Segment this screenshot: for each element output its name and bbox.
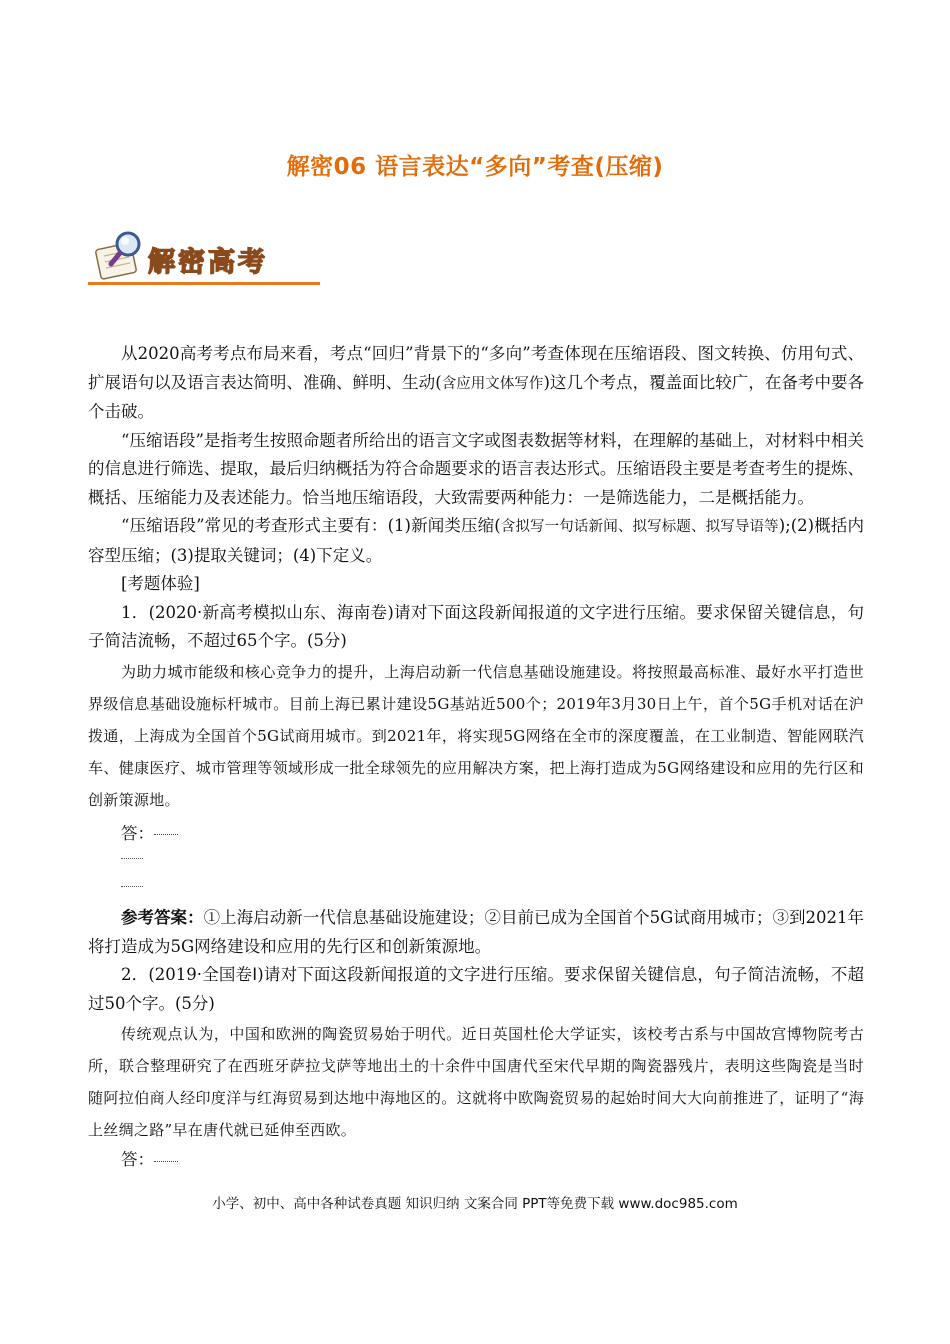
- intro-p1-note: 含应用文体写作: [441, 375, 544, 392]
- intro-p1-tail: )这几个考点，覆盖面比较广，在备考中要各个击破。: [88, 372, 865, 421]
- intro-paragraph-2: “压缩语段”是指考生按照命题者所给出的语言文字或图表数据等材料，在理解的基础上，对材料中相关的信息进行筛选、提取，最后归纳概括为符合命题要求的语言表达形式。压缩语段主要是考查考生的提炼、概括、压缩能力及表述能力。恰当地压缩语段，大致需要两种能力：一是筛选能力，二是概括能力。: [88, 430, 864, 507]
- q2-answer-label: 答：: [121, 1150, 154, 1169]
- page-title: 解密06 语言表达“多向”考查(压缩): [286, 154, 664, 180]
- page-footer: 小学、初中、高中各种试卷真题 知识归纳 文案合同 PPT等免费下载 www.doc985.com: [212, 1196, 738, 1212]
- intro-paragraph-1: [88, 340, 864, 427]
- main-content: [88, 340, 864, 1175]
- question-1-stem: [88, 599, 864, 656]
- q1-prefix: 1．(2020·: [121, 602, 203, 622]
- section-banner: [88, 228, 323, 288]
- intro-p1-text: 从2020高考考点布局来看，考点“回归”背景下的“多向”考查体现在压缩语段、图文转换、仿用句式、扩展语句以及语言表达简明、准确、鲜明、生动(: [88, 344, 864, 392]
- answer-blank[interactable]: [154, 833, 178, 835]
- question-2-stem: [88, 961, 864, 1018]
- answer-blank[interactable]: [154, 1160, 178, 1162]
- magnifier-notebook-icon: [94, 228, 152, 282]
- question-1-reference-answer: [88, 904, 864, 961]
- q1-stem-text: )请对下面这段新闻报道的文字进行压缩。要求保留关键信息，句子简洁流畅，不超过65个字。(5分): [88, 602, 865, 650]
- banner-label: 解密高考: [148, 247, 268, 278]
- q1-answer-label: 答：: [121, 823, 154, 843]
- question-1-passage: 为助力城市能级和核心竞争力的提升，上海启动新一代信息基础设施建设。将按照最高标准、最好水平打造世界级信息基础设施标杆城市。目前上海已累计建设5G基站近500个；2019年3月30日上午，首个5G手机对话在沪拨通，上海成为全国首个5G试商用城市。到2021年，将实现5G网络在全市的深度覆盖，在工业制造、智能网联汽车、健康医疗、城市管理等领域形成一批全球领先的应用解决方案，把上海打造成为5G网络建设和应用的先行区和创新策源地。: [88, 662, 864, 809]
- question-1-answer: [88, 820, 864, 849]
- q2-stem-text: )请对下面这段新闻报道的文字进行压缩。要求保留关键信息，句子简洁流畅，不超过50个字。(5分): [88, 965, 865, 1013]
- answer-blank-line[interactable]: [121, 848, 864, 876]
- question-2-answer: [88, 1146, 864, 1175]
- ref-answer-label: 参考答案：: [121, 908, 204, 927]
- q1-source: 新高考模拟山东、海南卷: [202, 602, 388, 622]
- intro-p3-text: “压缩语段”常见的考查形式主要有：(1)新闻类压缩(: [121, 516, 501, 535]
- ref-answer-text: ①上海启动新一代信息基础设施建设；②目前已成为全国首个5G试商用城市；③到2021年将打造成为5G网络建设和应用的先行区和创新策源地。: [88, 908, 865, 956]
- intro-p3-note: 含拟写一句话新闻、拟写标题、拟写导语等: [500, 519, 779, 535]
- section-label: [考题体验]: [121, 574, 200, 593]
- q2-prefix: 2．(2019·: [121, 965, 203, 984]
- q2-source: 全国卷Ⅰ: [202, 965, 258, 984]
- question-2-passage: 传统观点认为，中国和欧洲的陶瓷贸易始于明代。近日英国杜伦大学证实，该校考古系与中国故宫博物院考古所，联合整理研究了在西班牙萨拉戈萨等地出土的十余件中国唐代至宋代早期的陶瓷器残片，表明这些陶瓷是当时随阿拉伯商人经印度洋与红海贸易到达地中海地区的。这就将中欧陶瓷贸易的起始时间大大向前推进了，证明了“海上丝绸之路”早在唐代就已延伸至西欧。: [88, 1025, 864, 1139]
- intro-p3-tail: );(2)概括内容型压缩；(3)提取关键词；(4)下定义。: [88, 516, 865, 565]
- banner-underline: [88, 282, 320, 285]
- intro-paragraph-3: [88, 512, 864, 570]
- answer-blank-line[interactable]: [121, 876, 864, 904]
